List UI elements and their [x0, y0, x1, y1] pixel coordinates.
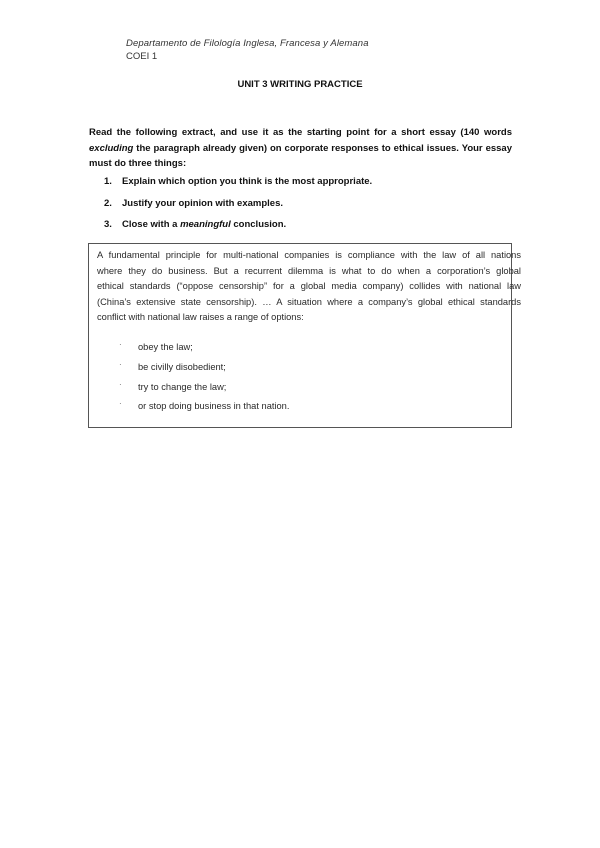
task-step: [89, 197, 512, 219]
task-step-text-after: conclusion.: [230, 219, 287, 230]
header-course-code: COEI 1: [126, 51, 158, 62]
option-text: be civilly disobedient;: [138, 361, 226, 372]
task-step-number: 1.: [104, 176, 112, 187]
task-step-text: Justify your opinion with examples.: [122, 197, 283, 209]
bullet-dot-icon: ·: [119, 379, 122, 389]
task-step-emphasis: meaningful: [180, 219, 231, 230]
extract-paragraph: [97, 248, 521, 412]
instructions-emphasis: excluding: [89, 142, 134, 154]
extract-line: (China’s extensive state censorship). … A situation where a company’s global ethical standards: [97, 296, 521, 307]
instructions-part-2: the paragraph already given) on corporate responses to ethical issues. Your essay must do three things:: [89, 142, 512, 169]
task-step: [89, 175, 512, 197]
extract-line: where they do business. But a recurrent dilemma is what to do when a corporation’s global: [97, 265, 521, 276]
extract-line: A fundamental principle for multi-national companies is compliance with the law of all nations: [97, 250, 521, 260]
instructions-paragraph: [89, 125, 512, 172]
task-step-number: 3.: [104, 219, 112, 230]
task-step-text: Explain which option you think is the most appropriate.: [122, 176, 373, 187]
task-step-text-before: Close with a: [122, 219, 181, 230]
task-step-text: [122, 218, 286, 232]
bullet-dot-icon: ·: [119, 340, 122, 349]
task-steps-list: [89, 175, 512, 240]
header-department: Departamento de Filología Inglesa, Francesa y Alemana: [126, 38, 369, 49]
task-step-number: 2.: [104, 197, 112, 209]
extract-line: ethical standards (“oppose censorship” for a global media company) collides with national law: [97, 281, 521, 292]
extract-box: [88, 243, 521, 428]
bullet-dot-icon: ·: [119, 359, 122, 369]
extract-line: conflict with national law raises a range of options:: [97, 312, 304, 323]
bullet-dot-icon: ·: [119, 399, 122, 409]
instructions-part-1: Read the following extract, and use it as the starting point for a short essay (140 words: [89, 127, 512, 138]
option-text: or stop doing business in that nation.: [138, 401, 290, 412]
option-text: try to change the law;: [138, 381, 227, 392]
option-text: obey the law;: [138, 342, 193, 352]
page-title: UNIT 3 WRITING PRACTICE: [237, 79, 363, 90]
task-step: [89, 218, 512, 240]
